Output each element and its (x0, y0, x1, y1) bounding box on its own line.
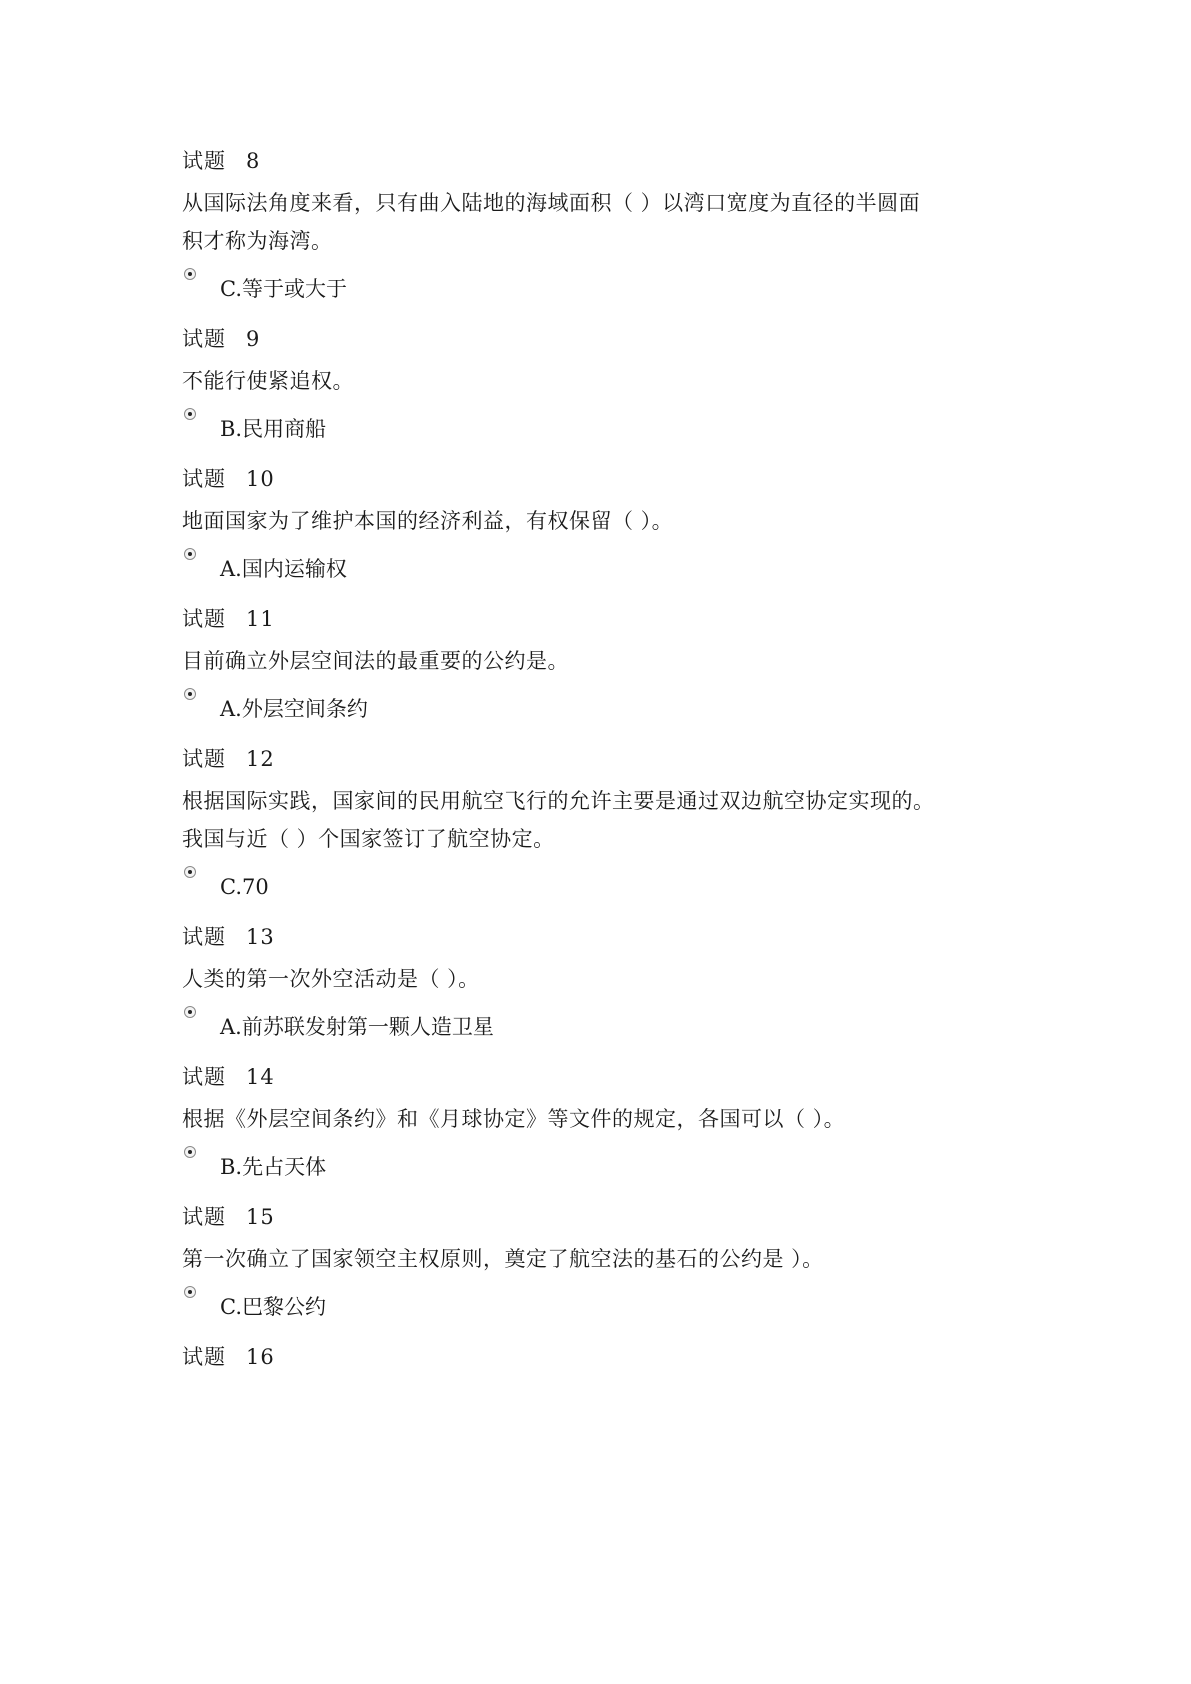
question-number: 13 (246, 925, 275, 949)
radio-selected-icon[interactable] (184, 548, 196, 560)
question-label: 试题 (182, 1205, 226, 1229)
question-number: 15 (246, 1205, 275, 1229)
question-block-16 (182, 1342, 1062, 1372)
answer-text: A.国内运输权 (220, 557, 347, 581)
answer-text: A.外层空间条约 (220, 697, 368, 721)
question-text-line: 第一次确立了国家领空主权原则，奠定了航空法的基石的公约是 ）。 (182, 1247, 824, 1271)
question-label: 试题 (182, 607, 226, 631)
question-number: 16 (246, 1345, 275, 1369)
question-text (182, 782, 1062, 858)
question-block-8 (182, 146, 1062, 304)
question-text (182, 1100, 1062, 1138)
answer-option[interactable] (182, 554, 1062, 584)
answer-option[interactable] (182, 694, 1062, 724)
question-number: 8 (246, 149, 261, 173)
question-text-line: 我国与近（ ）个国家签订了航空协定。 (182, 827, 555, 851)
answer-option[interactable] (182, 1012, 1062, 1042)
question-block-11 (182, 604, 1062, 724)
question-text (182, 502, 1062, 540)
question-heading (182, 922, 1062, 952)
answer-text: C.70 (220, 875, 269, 899)
question-text-line: 不能行使紧追权。 (182, 369, 354, 393)
radio-selected-icon[interactable] (184, 866, 196, 878)
question-label: 试题 (182, 925, 226, 949)
answer-option[interactable] (182, 1152, 1062, 1182)
question-text-line: 从国际法角度来看，只有曲入陆地的海域面积（ ）以湾口宽度为直径的半圆面 (182, 191, 921, 215)
answer-option[interactable] (182, 872, 1062, 902)
answer-text: B.民用商船 (220, 417, 327, 441)
question-heading (182, 604, 1062, 634)
question-block-10 (182, 464, 1062, 584)
question-heading (182, 1062, 1062, 1092)
question-heading (182, 324, 1062, 354)
question-text-line: 根据国际实践，国家间的民用航空飞行的允许主要是通过双边航空协定实现的。 (182, 789, 935, 813)
question-heading (182, 1202, 1062, 1232)
question-label: 试题 (182, 467, 226, 491)
question-block-13 (182, 922, 1062, 1042)
question-text (182, 184, 1062, 260)
question-block-15 (182, 1202, 1062, 1322)
question-label: 试题 (182, 1065, 226, 1089)
question-label: 试题 (182, 149, 226, 173)
question-text-line: 积才称为海湾。 (182, 229, 333, 253)
answer-option[interactable] (182, 414, 1062, 444)
question-text-line: 根据《外层空间条约》和《月球协定》等文件的规定，各国可以（ ）。 (182, 1107, 846, 1131)
answer-text: C.巴黎公约 (220, 1295, 326, 1319)
answer-text: A.前苏联发射第一颗人造卫星 (220, 1015, 494, 1039)
question-text (182, 642, 1062, 680)
question-label: 试题 (182, 1345, 226, 1369)
radio-selected-icon[interactable] (184, 1286, 196, 1298)
radio-selected-icon[interactable] (184, 1146, 196, 1158)
question-text-line: 地面国家为了维护本国的经济利益，有权保留（ ）。 (182, 509, 674, 533)
question-text (182, 362, 1062, 400)
question-text-line: 目前确立外层空间法的最重要的公约是。 (182, 649, 569, 673)
question-number: 11 (246, 607, 275, 631)
radio-selected-icon[interactable] (184, 268, 196, 280)
question-heading (182, 146, 1062, 176)
question-heading (182, 744, 1062, 774)
question-label: 试题 (182, 327, 226, 351)
radio-selected-icon[interactable] (184, 688, 196, 700)
radio-selected-icon[interactable] (184, 408, 196, 420)
answer-text: C.等于或大于 (220, 277, 347, 301)
question-block-14 (182, 1062, 1062, 1182)
question-heading (182, 1342, 1062, 1372)
answer-option[interactable] (182, 1292, 1062, 1322)
answer-option[interactable] (182, 274, 1062, 304)
radio-selected-icon[interactable] (184, 1006, 196, 1018)
question-block-12 (182, 744, 1062, 902)
answer-text: B.先占天体 (220, 1155, 327, 1179)
question-list (182, 146, 1062, 1380)
question-label: 试题 (182, 747, 226, 771)
question-number: 12 (246, 747, 275, 771)
question-number: 9 (246, 327, 261, 351)
question-number: 14 (246, 1065, 275, 1089)
question-number: 10 (246, 467, 275, 491)
question-block-9 (182, 324, 1062, 444)
question-heading (182, 464, 1062, 494)
question-text-line: 人类的第一次外空活动是（ ）。 (182, 967, 480, 991)
question-text (182, 1240, 1062, 1278)
question-text (182, 960, 1062, 998)
